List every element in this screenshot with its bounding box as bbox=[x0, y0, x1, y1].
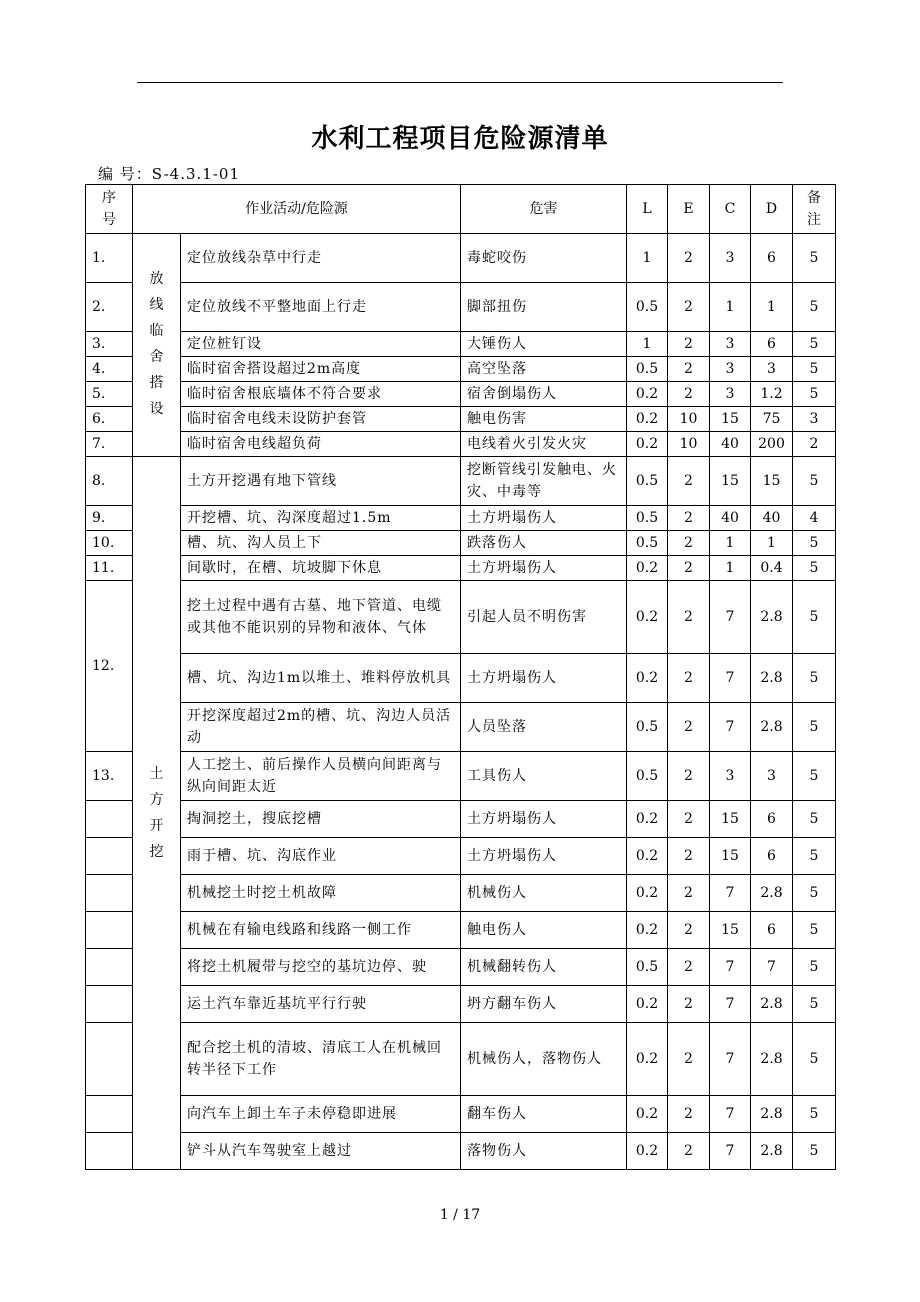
row-c: 7 bbox=[710, 949, 751, 986]
row-e: 2 bbox=[668, 912, 710, 949]
row-c: 3 bbox=[710, 382, 751, 407]
row-l: 0.2 bbox=[627, 801, 668, 838]
row-l: 0.5 bbox=[627, 752, 668, 801]
row-d: 15 bbox=[751, 457, 793, 506]
row-activity: 临时宿舍搭设超过2m高度 bbox=[181, 357, 461, 382]
row-l: 0.2 bbox=[627, 432, 668, 457]
row-d: 7 bbox=[751, 949, 793, 986]
row-l: 0.2 bbox=[627, 875, 668, 912]
row-hazard: 土方坍塌伤人 bbox=[461, 556, 627, 581]
row-l: 0.5 bbox=[627, 531, 668, 556]
row-seq: 9. bbox=[86, 506, 133, 531]
row-c: 40 bbox=[710, 432, 751, 457]
row-l: 0.2 bbox=[627, 581, 668, 654]
row-c: 40 bbox=[710, 506, 751, 531]
row-hazard: 宿舍倒塌伤人 bbox=[461, 382, 627, 407]
row-activity: 间歇时，在槽、坑坡脚下休息 bbox=[181, 556, 461, 581]
row-c: 1 bbox=[710, 531, 751, 556]
row-e: 2 bbox=[668, 332, 710, 357]
row-c: 3 bbox=[710, 234, 751, 283]
row-l: 0.5 bbox=[627, 506, 668, 531]
row-l: 0.2 bbox=[627, 1133, 668, 1170]
document-number-label: 编 号： bbox=[98, 165, 152, 183]
row-e: 2 bbox=[668, 838, 710, 875]
row-e: 2 bbox=[668, 654, 710, 703]
row-seq bbox=[86, 1133, 133, 1170]
row-hazard: 翻车伤人 bbox=[461, 1096, 627, 1133]
row-e: 2 bbox=[668, 382, 710, 407]
row-c: 15 bbox=[710, 801, 751, 838]
row-e: 2 bbox=[668, 986, 710, 1023]
document-number bbox=[98, 163, 240, 184]
header-remark: 备注 bbox=[793, 185, 836, 234]
row-hazard: 挖断管线引发触电、火灾、中毒等 bbox=[461, 457, 627, 506]
row-d: 1 bbox=[751, 531, 793, 556]
row-l: 0.2 bbox=[627, 838, 668, 875]
row-remark: 5 bbox=[793, 382, 836, 407]
row-e: 2 bbox=[668, 556, 710, 581]
row-hazard: 高空坠落 bbox=[461, 357, 627, 382]
row-seq: 5. bbox=[86, 382, 133, 407]
row-c: 3 bbox=[710, 752, 751, 801]
row-d: 3 bbox=[751, 752, 793, 801]
row-l: 0.2 bbox=[627, 1023, 668, 1096]
row-activity: 配合挖土机的清坡、清底工人在机械回转半径下工作 bbox=[181, 1023, 461, 1096]
table-row bbox=[86, 1133, 836, 1170]
row-l: 0.2 bbox=[627, 986, 668, 1023]
table-row bbox=[86, 506, 836, 531]
hazard-table-body bbox=[86, 185, 836, 1170]
row-e: 2 bbox=[668, 531, 710, 556]
row-hazard: 毒蛇咬伤 bbox=[461, 234, 627, 283]
row-e: 2 bbox=[668, 1133, 710, 1170]
row-seq bbox=[86, 801, 133, 838]
row-e: 10 bbox=[668, 407, 710, 432]
row-remark: 5 bbox=[793, 875, 836, 912]
row-remark: 5 bbox=[793, 838, 836, 875]
table-row bbox=[86, 1023, 836, 1096]
row-group-label: 放线临舍搭设 bbox=[133, 234, 181, 457]
row-c: 7 bbox=[710, 1133, 751, 1170]
header-activity: 作业活动/危险源 bbox=[133, 185, 461, 234]
row-remark: 5 bbox=[793, 801, 836, 838]
row-d: 2.8 bbox=[751, 581, 793, 654]
table-row bbox=[86, 407, 836, 432]
header-rule bbox=[137, 82, 783, 83]
row-l: 0.2 bbox=[627, 912, 668, 949]
row-group-label: 土方开挖 bbox=[133, 457, 181, 1170]
row-remark: 5 bbox=[793, 283, 836, 332]
row-c: 1 bbox=[710, 283, 751, 332]
row-c: 7 bbox=[710, 581, 751, 654]
header-c: C bbox=[710, 185, 751, 234]
row-l: 0.2 bbox=[627, 1096, 668, 1133]
row-d: 2.8 bbox=[751, 875, 793, 912]
row-remark: 5 bbox=[793, 1023, 836, 1096]
table-row bbox=[86, 912, 836, 949]
row-remark: 5 bbox=[793, 654, 836, 703]
row-remark: 5 bbox=[793, 531, 836, 556]
table-row bbox=[86, 581, 836, 654]
row-activity: 雨于槽、坑、沟底作业 bbox=[181, 838, 461, 875]
document-number-value: S-4.3.1-01 bbox=[151, 165, 240, 183]
row-activity: 机械挖土时挖土机故障 bbox=[181, 875, 461, 912]
row-l: 0.5 bbox=[627, 457, 668, 506]
row-d: 40 bbox=[751, 506, 793, 531]
row-c: 7 bbox=[710, 1096, 751, 1133]
row-seq: 6. bbox=[86, 407, 133, 432]
table-row bbox=[86, 457, 836, 506]
row-d: 1.2 bbox=[751, 382, 793, 407]
row-seq bbox=[86, 949, 133, 986]
row-remark: 5 bbox=[793, 1133, 836, 1170]
row-remark: 5 bbox=[793, 949, 836, 986]
row-c: 7 bbox=[710, 986, 751, 1023]
row-d: 2.8 bbox=[751, 703, 793, 752]
row-seq bbox=[86, 1096, 133, 1133]
table-row bbox=[86, 283, 836, 332]
row-d: 2.8 bbox=[751, 1023, 793, 1096]
table-row bbox=[86, 432, 836, 457]
row-activity: 槽、坑、沟边1m以堆土、堆料停放机具 bbox=[181, 654, 461, 703]
row-hazard: 土方坍塌伤人 bbox=[461, 838, 627, 875]
row-d: 6 bbox=[751, 234, 793, 283]
row-hazard: 电线着火引发火灾 bbox=[461, 432, 627, 457]
row-activity: 开挖深度超过2m的槽、坑、沟边人员活动 bbox=[181, 703, 461, 752]
row-c: 7 bbox=[710, 654, 751, 703]
row-hazard: 引起人员不明伤害 bbox=[461, 581, 627, 654]
row-l: 0.2 bbox=[627, 407, 668, 432]
row-d: 6 bbox=[751, 801, 793, 838]
row-e: 2 bbox=[668, 581, 710, 654]
row-hazard: 机械翻转伤人 bbox=[461, 949, 627, 986]
table-row bbox=[86, 556, 836, 581]
row-seq: 4. bbox=[86, 357, 133, 382]
header-e: E bbox=[668, 185, 710, 234]
table-row bbox=[86, 875, 836, 912]
row-remark: 5 bbox=[793, 703, 836, 752]
row-c: 7 bbox=[710, 703, 751, 752]
row-e: 2 bbox=[668, 703, 710, 752]
row-d: 2.8 bbox=[751, 1133, 793, 1170]
row-activity: 临时宿舍电线超负荷 bbox=[181, 432, 461, 457]
table-row bbox=[86, 703, 836, 752]
row-remark: 5 bbox=[793, 581, 836, 654]
row-e: 2 bbox=[668, 752, 710, 801]
page-number: 1 / 17 bbox=[439, 1207, 481, 1223]
row-d: 2.8 bbox=[751, 986, 793, 1023]
row-activity: 运土汽车靠近基坑平行行驶 bbox=[181, 986, 461, 1023]
row-c: 3 bbox=[710, 332, 751, 357]
row-remark: 2 bbox=[793, 432, 836, 457]
row-d: 2.8 bbox=[751, 1096, 793, 1133]
row-l: 0.5 bbox=[627, 283, 668, 332]
table-row bbox=[86, 531, 836, 556]
table-row bbox=[86, 1096, 836, 1133]
row-d: 6 bbox=[751, 332, 793, 357]
row-c: 15 bbox=[710, 912, 751, 949]
row-hazard: 落物伤人 bbox=[461, 1133, 627, 1170]
table-header-row bbox=[86, 185, 836, 234]
row-activity: 定位放线不平整地面上行走 bbox=[181, 283, 461, 332]
row-d: 0.4 bbox=[751, 556, 793, 581]
row-activity: 挖土过程中遇有古墓、地下管道、电缆或其他不能识别的异物和液体、气体 bbox=[181, 581, 461, 654]
table-row bbox=[86, 986, 836, 1023]
row-l: 0.2 bbox=[627, 654, 668, 703]
row-hazard: 工具伤人 bbox=[461, 752, 627, 801]
row-hazard: 土方坍塌伤人 bbox=[461, 801, 627, 838]
row-d: 75 bbox=[751, 407, 793, 432]
row-activity: 槽、坑、沟人员上下 bbox=[181, 531, 461, 556]
row-d: 6 bbox=[751, 838, 793, 875]
row-seq: 11. bbox=[86, 556, 133, 581]
row-hazard: 触电伤害 bbox=[461, 407, 627, 432]
table-row bbox=[86, 234, 836, 283]
row-remark: 5 bbox=[793, 556, 836, 581]
row-e: 2 bbox=[668, 283, 710, 332]
row-hazard: 机械伤人，落物伤人 bbox=[461, 1023, 627, 1096]
row-seq bbox=[86, 912, 133, 949]
row-l: 1 bbox=[627, 332, 668, 357]
document-title: 水利工程项目危险源清单 bbox=[311, 124, 609, 154]
row-activity: 掏洞挖土，搜底挖槽 bbox=[181, 801, 461, 838]
row-e: 2 bbox=[668, 506, 710, 531]
row-c: 3 bbox=[710, 357, 751, 382]
row-remark: 5 bbox=[793, 234, 836, 283]
row-remark: 5 bbox=[793, 912, 836, 949]
row-hazard: 土方坍塌伤人 bbox=[461, 506, 627, 531]
row-seq: 8. bbox=[86, 457, 133, 506]
row-seq bbox=[86, 986, 133, 1023]
header-hazard: 危害 bbox=[461, 185, 627, 234]
row-seq: 13. bbox=[86, 752, 133, 801]
row-e: 2 bbox=[668, 357, 710, 382]
row-hazard: 大锤伤人 bbox=[461, 332, 627, 357]
row-activity: 开挖槽、坑、沟深度超过1.5m bbox=[181, 506, 461, 531]
row-e: 2 bbox=[668, 1096, 710, 1133]
header-d: D bbox=[751, 185, 793, 234]
row-hazard: 机械伤人 bbox=[461, 875, 627, 912]
row-e: 2 bbox=[668, 234, 710, 283]
row-activity: 定位桩钉设 bbox=[181, 332, 461, 357]
row-e: 2 bbox=[668, 875, 710, 912]
row-hazard: 脚部扭伤 bbox=[461, 283, 627, 332]
row-d: 2.8 bbox=[751, 654, 793, 703]
table-row bbox=[86, 838, 836, 875]
row-c: 15 bbox=[710, 457, 751, 506]
row-e: 2 bbox=[668, 457, 710, 506]
row-c: 15 bbox=[710, 407, 751, 432]
row-d: 6 bbox=[751, 912, 793, 949]
row-c: 7 bbox=[710, 1023, 751, 1096]
table-row bbox=[86, 801, 836, 838]
row-hazard: 触电伤人 bbox=[461, 912, 627, 949]
row-seq bbox=[86, 1023, 133, 1096]
row-e: 2 bbox=[668, 949, 710, 986]
row-seq: 2. bbox=[86, 283, 133, 332]
table-row bbox=[86, 357, 836, 382]
row-activity: 定位放线杂草中行走 bbox=[181, 234, 461, 283]
row-remark: 5 bbox=[793, 332, 836, 357]
hazard-table bbox=[85, 184, 836, 1170]
row-d: 1 bbox=[751, 283, 793, 332]
table-row bbox=[86, 332, 836, 357]
row-seq bbox=[86, 875, 133, 912]
row-remark: 5 bbox=[793, 1096, 836, 1133]
row-l: 0.2 bbox=[627, 556, 668, 581]
row-activity: 铲斗从汽车驾驶室上越过 bbox=[181, 1133, 461, 1170]
row-activity: 向汽车上卸土车子未停稳即进展 bbox=[181, 1096, 461, 1133]
row-hazard: 坍方翻车伤人 bbox=[461, 986, 627, 1023]
row-hazard: 土方坍塌伤人 bbox=[461, 654, 627, 703]
row-c: 15 bbox=[710, 838, 751, 875]
row-hazard: 人员坠落 bbox=[461, 703, 627, 752]
row-l: 1 bbox=[627, 234, 668, 283]
table-row bbox=[86, 654, 836, 703]
row-c: 1 bbox=[710, 556, 751, 581]
row-l: 0.2 bbox=[627, 382, 668, 407]
row-activity: 临时宿舍电线未设防护套管 bbox=[181, 407, 461, 432]
row-seq: 3. bbox=[86, 332, 133, 357]
row-remark: 4 bbox=[793, 506, 836, 531]
row-seq bbox=[86, 838, 133, 875]
row-e: 2 bbox=[668, 801, 710, 838]
row-c: 7 bbox=[710, 875, 751, 912]
row-l: 0.5 bbox=[627, 703, 668, 752]
row-seq: 12. bbox=[86, 581, 133, 752]
row-e: 2 bbox=[668, 1023, 710, 1096]
header-seq: 序号 bbox=[86, 185, 133, 234]
row-d: 200 bbox=[751, 432, 793, 457]
table-row bbox=[86, 382, 836, 407]
row-remark: 5 bbox=[793, 457, 836, 506]
row-remark: 5 bbox=[793, 752, 836, 801]
row-activity: 临时宿舍根底墙体不符合要求 bbox=[181, 382, 461, 407]
row-hazard: 跌落伤人 bbox=[461, 531, 627, 556]
row-activity: 土方开挖遇有地下管线 bbox=[181, 457, 461, 506]
header-l: L bbox=[627, 185, 668, 234]
row-e: 10 bbox=[668, 432, 710, 457]
row-seq: 7. bbox=[86, 432, 133, 457]
row-remark: 5 bbox=[793, 357, 836, 382]
row-remark: 5 bbox=[793, 986, 836, 1023]
row-activity: 人工挖土、前后操作人员横向间距离与纵向间距太近 bbox=[181, 752, 461, 801]
row-l: 0.5 bbox=[627, 357, 668, 382]
row-seq: 10. bbox=[86, 531, 133, 556]
row-d: 3 bbox=[751, 357, 793, 382]
table-row bbox=[86, 752, 836, 801]
row-seq: 1. bbox=[86, 234, 133, 283]
row-remark: 3 bbox=[793, 407, 836, 432]
row-activity: 将挖土机履带与挖空的基坑边停、驶 bbox=[181, 949, 461, 986]
row-activity: 机械在有输电线路和线路一侧工作 bbox=[181, 912, 461, 949]
row-l: 0.5 bbox=[627, 949, 668, 986]
table-row bbox=[86, 949, 836, 986]
